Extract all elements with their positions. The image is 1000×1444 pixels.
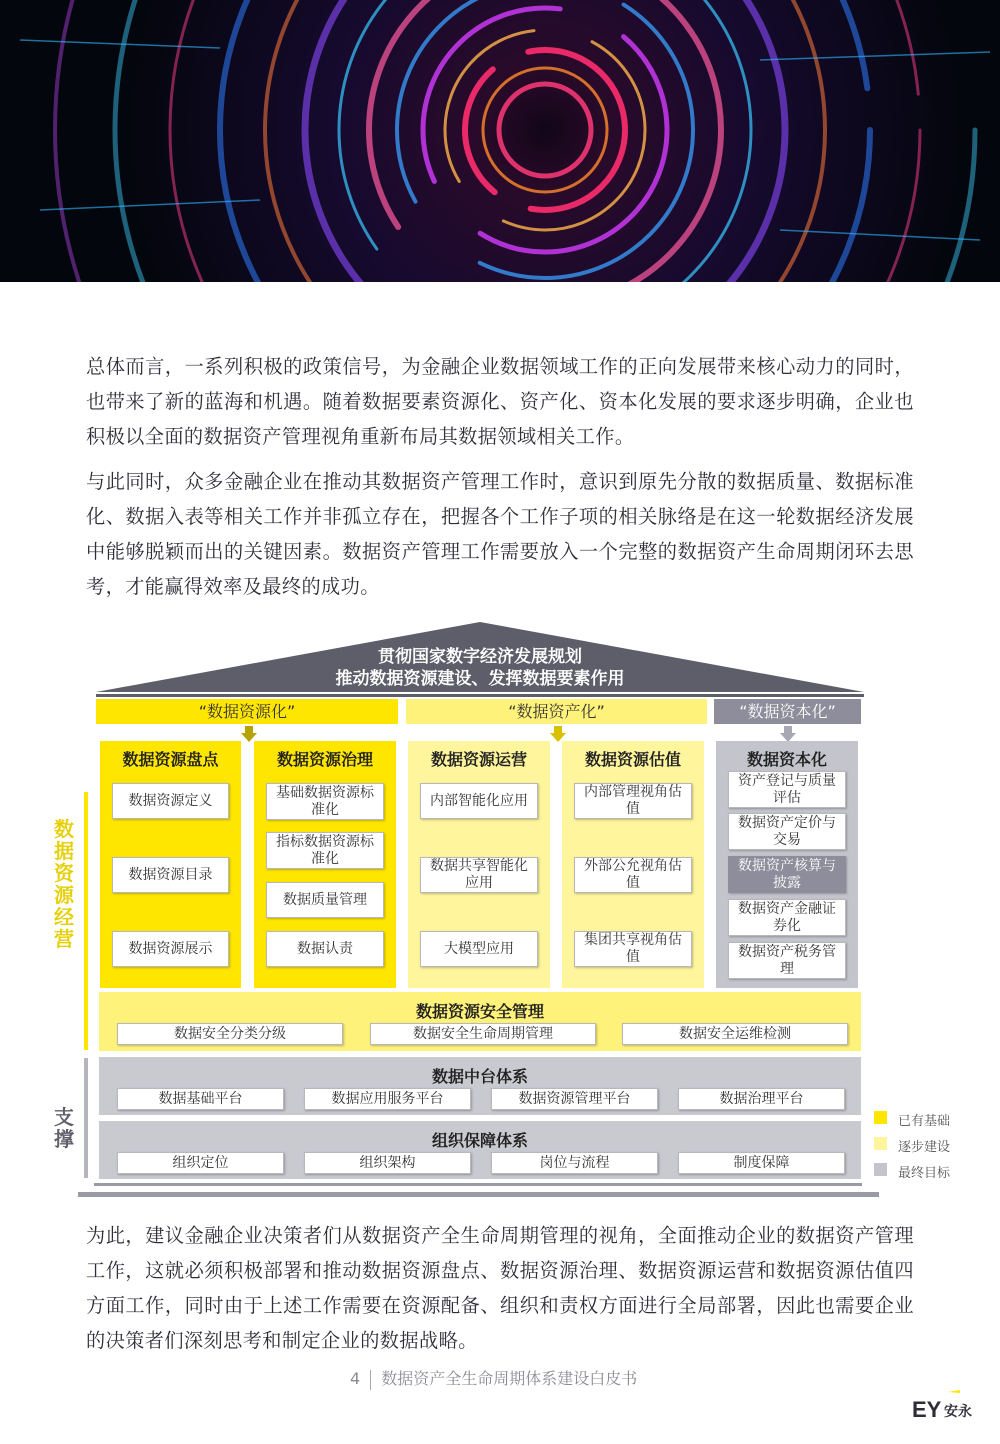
side-char: 数: [54, 817, 74, 841]
footer-divider: [370, 1370, 371, 1390]
side-label-operations: [52, 818, 76, 950]
column-capitalization: [716, 741, 858, 988]
item-box: 数据安全分类分级: [117, 1023, 343, 1045]
side-char: 营: [54, 927, 74, 951]
item-box: 数据质量管理: [266, 882, 384, 918]
base-line-1: [94, 1183, 862, 1186]
column-resource-inventory: [100, 741, 241, 988]
item-box: 数据基础平台: [117, 1088, 284, 1110]
band-title: 数据资源安全管理: [415, 1002, 544, 1021]
phase-resource: “数据资源化”: [96, 699, 398, 724]
column-title: 数据资源盘点: [122, 750, 219, 769]
item-box: 数据资产金融证券化: [728, 899, 846, 936]
band-data-middle-platform: [99, 1057, 861, 1115]
roof-title-line2: 推动数据资源建设、发挥数据要素作用: [335, 669, 625, 689]
paragraph-intro: 总体而言，一系列积极的政策信号，为金融企业数据领域工作的正向发展带来核心动力的同时，也带来了新的蓝海和机遇。随着数据要素资源化、资产化、资本化发展的要求逐步明确，企业也积极以全面的数据资产管理视角重新布局其数据领域相关工作。: [86, 355, 914, 448]
phase-asset: “数据资产化”: [406, 699, 707, 724]
phase-capital: “数据资本化”: [714, 699, 861, 724]
item-box: 数据安全生命周期管理: [370, 1023, 596, 1045]
item-box: 岗位与流程: [491, 1152, 658, 1174]
ops-bracket: [84, 792, 88, 1050]
ey-logo: [912, 1390, 982, 1420]
column-resource-governance: [254, 741, 396, 988]
item-box: 数据资源目录: [112, 857, 229, 893]
svg-text:安永: 安永: [944, 1404, 972, 1420]
band-title: 数据中台体系: [431, 1067, 528, 1086]
down-arrow-icon: [241, 726, 257, 742]
item-box: 组织架构: [304, 1152, 471, 1174]
item-box: 外部公允视角估值: [574, 857, 692, 893]
side-char: 源: [54, 883, 74, 907]
item-box: 数据资产定价与交易: [728, 813, 846, 850]
paragraph-context: 与此同时，众多金融企业在推动其数据资产管理工作时，意识到原先分散的数据质量、数据标准化、数据入表等相关工作并非孤立存在，把握各个工作子项的相关脉络是在这一轮数据经济发展中能够脱颖而出的关键因素。数据资产管理工作需要放入一个完整的数据资产生命周期闭环去思考，才能赢得效率及最终的成功。: [86, 470, 914, 598]
paragraph-recommendation: 为此，建议金融企业决策者们从数据资产全生命周期管理的视角，全面推动企业的数据资产管理工作，这就必须积极部署和推动数据资源盘点、数据资源治理、数据资源运营和数据资源估值四方面工作，同时由于上述工作需要在资源配备、组织和责权方面进行全局部署，因此也需要企业的决策者们深刻思考和制定企业的数据战略。: [86, 1224, 914, 1352]
legend-label: 已有基础: [898, 1114, 951, 1129]
support-bracket: [84, 1058, 88, 1178]
item-box: 内部管理视角估值: [574, 783, 692, 819]
item-box: 数据共享智能化应用: [420, 857, 538, 893]
column-title: 数据资源运营: [430, 750, 527, 769]
item-box: 大模型应用: [420, 931, 538, 967]
base-line-2: [78, 1192, 879, 1197]
column-title: 数据资源估值: [584, 750, 681, 769]
roof-base-line: [96, 694, 864, 697]
side-char: 撑: [54, 1127, 74, 1151]
footer-title: 数据资产全生命周期体系建设白皮书: [381, 1369, 638, 1388]
page-footer: [350, 1366, 637, 1390]
svg-text:EY: EY: [912, 1397, 942, 1420]
item-box: 数据资产税务管理: [728, 942, 846, 979]
roof-title-line1: 贯彻国家数字经济发展规划: [378, 647, 582, 667]
legend-swatch: [874, 1137, 887, 1150]
column-resource-valuation: [562, 741, 704, 988]
item-box: 数据资源管理平台: [491, 1088, 658, 1110]
item-box: 集团共享视角估值: [574, 931, 692, 967]
side-char: 经: [54, 905, 74, 929]
band-data-security: [99, 992, 861, 1051]
column-title: 数据资源治理: [276, 750, 373, 769]
item-box: 指标数据资源标准化: [266, 832, 384, 869]
band-title: 组织保障体系: [431, 1131, 528, 1150]
legend-swatch: [874, 1163, 887, 1176]
legend-swatch: [874, 1111, 887, 1124]
down-arrow-icon: [550, 726, 566, 742]
item-box: 数据资源定义: [112, 783, 229, 819]
item-box: 数据治理平台: [678, 1088, 845, 1110]
down-arrow-icon: [780, 726, 796, 742]
item-box: 基础数据资源标准化: [266, 783, 384, 820]
item-box: 内部智能化应用: [420, 783, 538, 819]
item-box: 组织定位: [117, 1152, 284, 1174]
side-char: 据: [54, 839, 74, 863]
item-box: 数据认责: [266, 931, 384, 967]
side-char: 支: [54, 1105, 74, 1129]
item-box-highlight: 数据资产核算与披露: [728, 856, 846, 893]
legend-label: 最终目标: [898, 1166, 951, 1181]
item-box: 数据应用服务平台: [304, 1088, 471, 1110]
item-box: 数据安全运维检测: [622, 1023, 848, 1045]
item-box: 制度保障: [678, 1152, 845, 1174]
column-resource-operation: [408, 741, 550, 988]
page-number: 4: [350, 1369, 361, 1388]
item-box: 数据资源展示: [112, 931, 229, 967]
legend-label: 逐步建设: [898, 1140, 951, 1155]
item-box: 资产登记与质量评估: [728, 771, 846, 808]
column-title: 数据资本化: [746, 750, 827, 769]
side-label-support: [52, 1106, 76, 1150]
side-char: 资: [54, 861, 74, 885]
band-org-support: [99, 1121, 861, 1179]
